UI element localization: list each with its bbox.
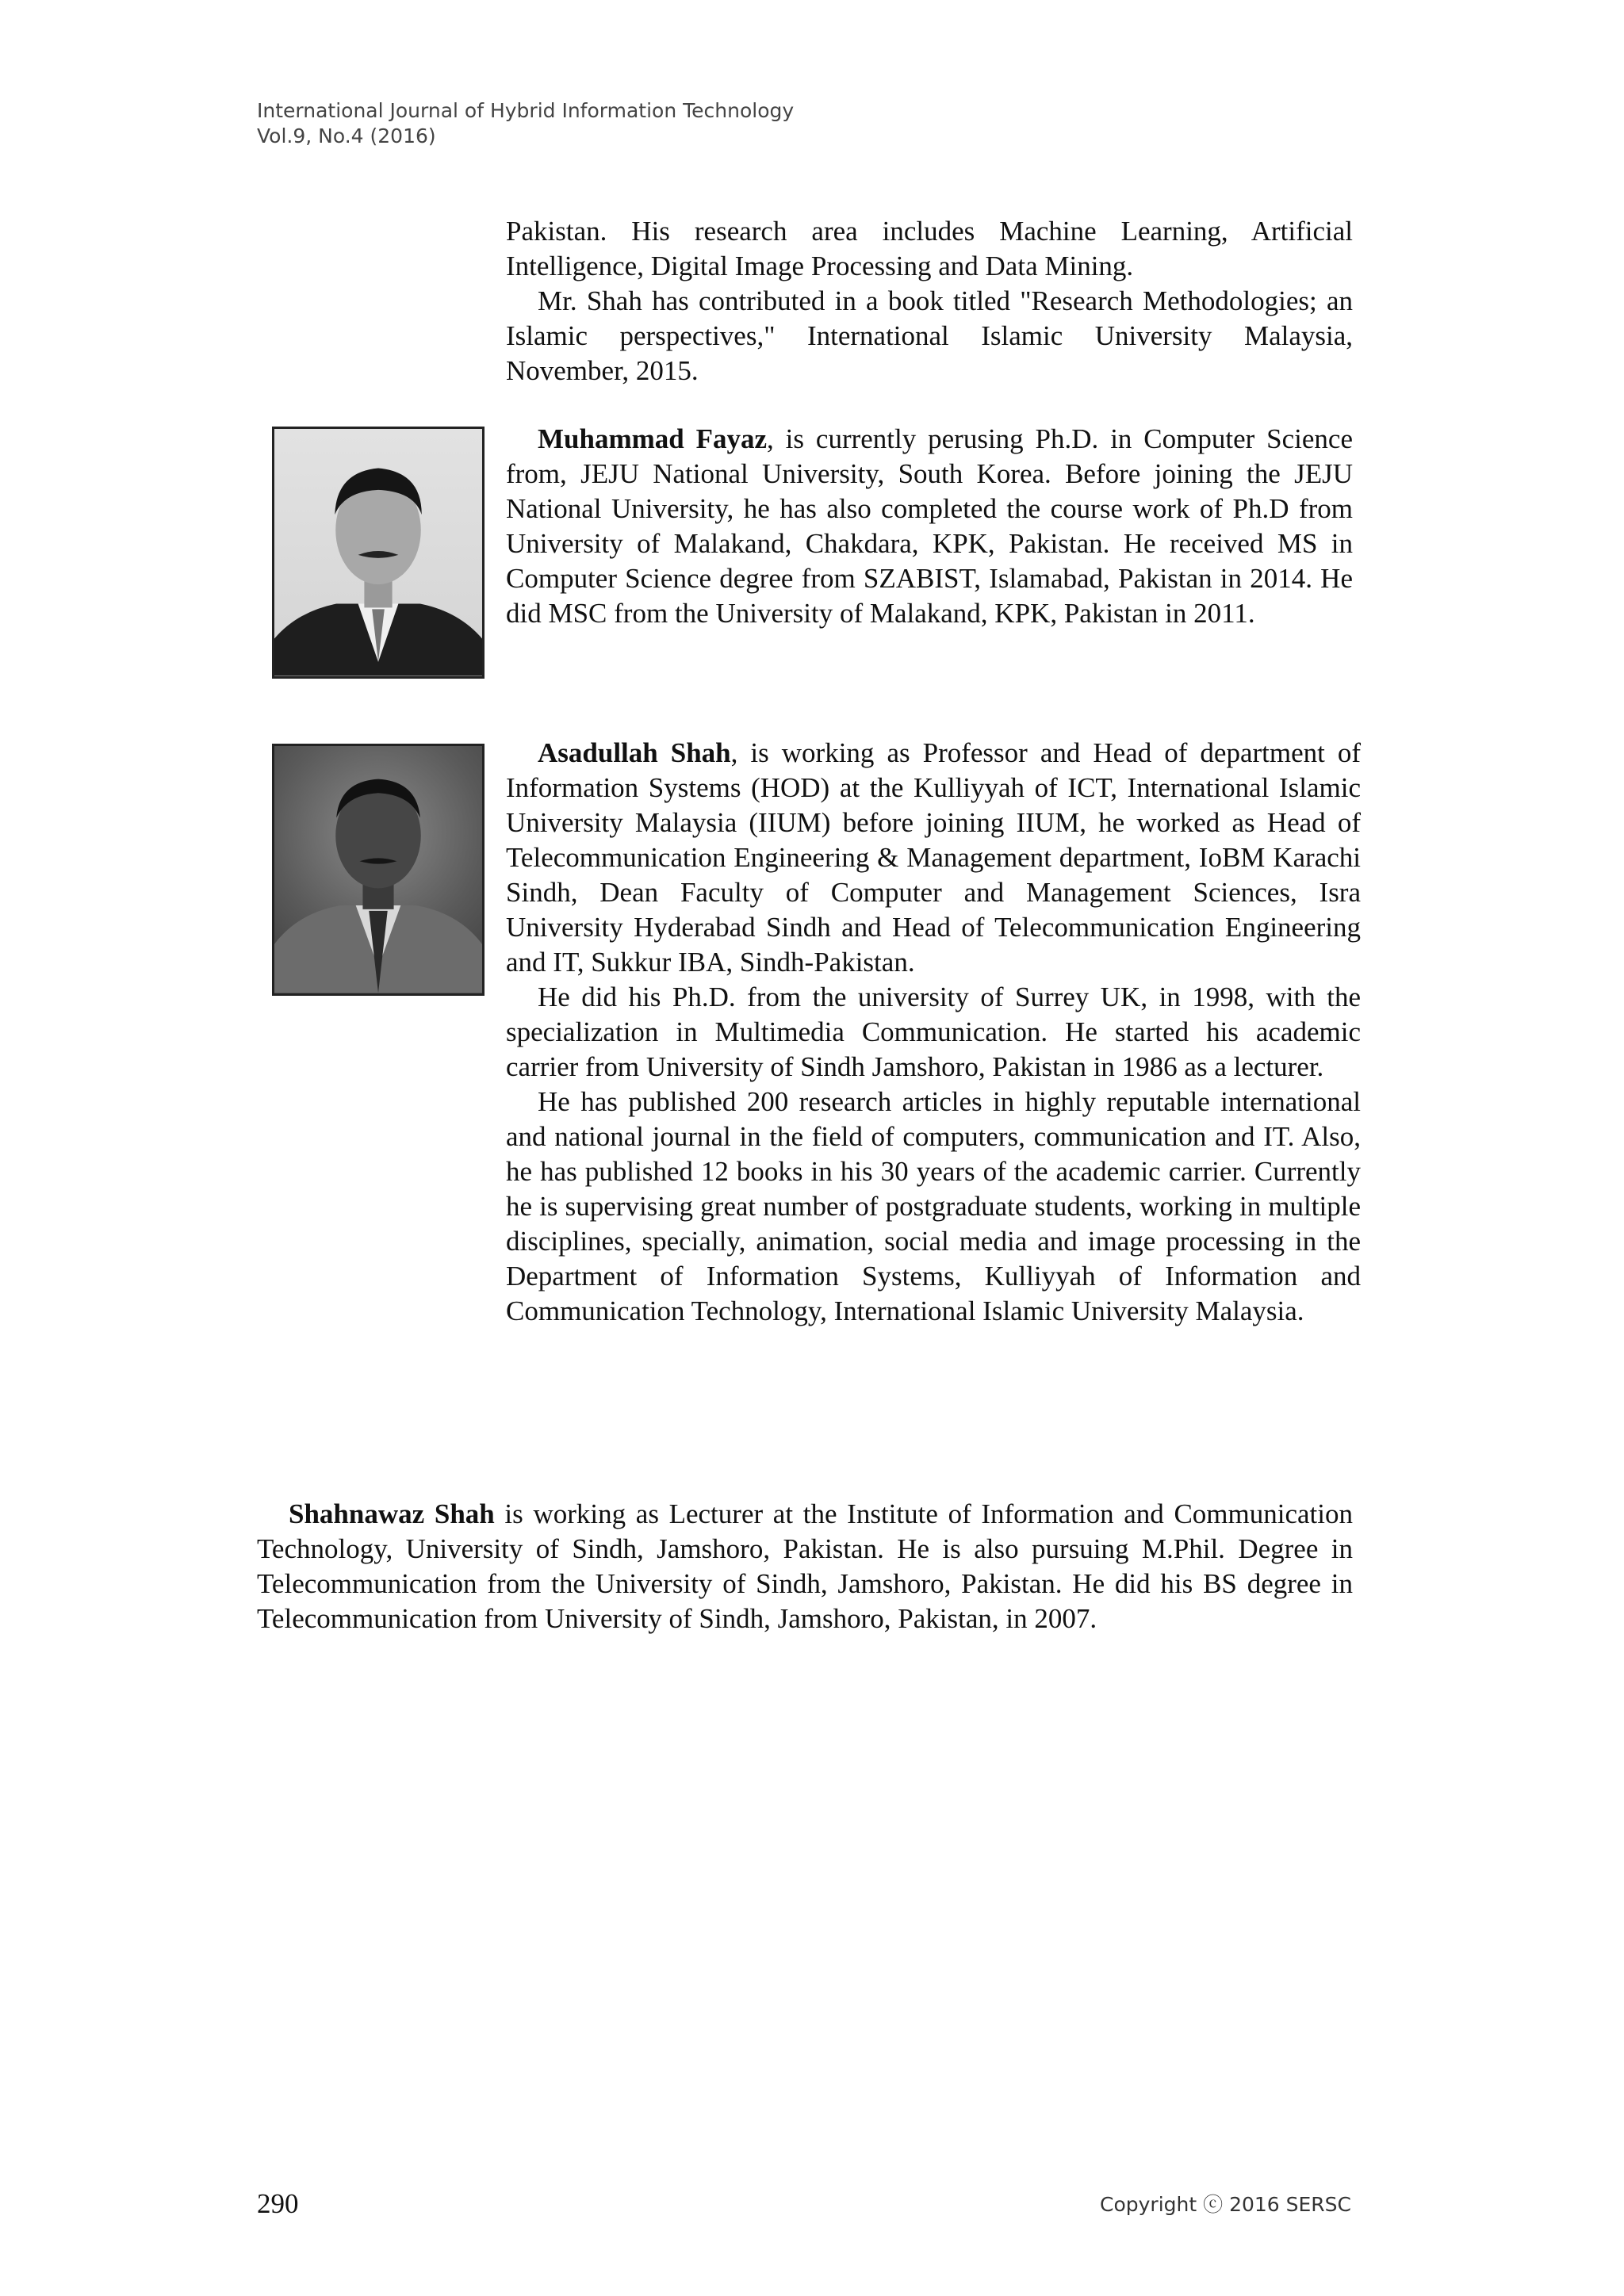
portrait-image	[274, 429, 482, 676]
previous-bio-paragraph-1: Pakistan. His research area includes Machine Learning, Artificial Intelligence, Digital Image Processing and Data Mining.	[506, 216, 1353, 281]
journal-title: International Journal of Hybrid Information Technology	[257, 99, 795, 122]
previous-bio-paragraph-2: Mr. Shah has contributed in a book titled "Research Methodologies; an Islamic perspectives," International Islamic University Malaysia, November, 2015.	[506, 285, 1353, 386]
bio-shahnawaz-paragraph-1	[257, 1497, 1353, 1636]
journal-volume: Vol.9, No.4 (2016)	[257, 124, 436, 147]
bio-shahnawaz	[257, 1497, 1353, 1636]
author-photo-asadullah	[272, 744, 485, 996]
portrait-image	[274, 746, 482, 993]
copyright-notice: Copyright ⓒ 2016 SERSC	[1100, 2193, 1351, 2216]
author-name: Shahnawaz Shah	[289, 1498, 495, 1529]
bio-asadullah-paragraph-1	[506, 736, 1361, 980]
bio-asadullah-paragraph-2: He did his Ph.D. from the university of Surrey UK, in 1998, with the specialization in Multimedia Communication. He started his academic carrier from University of Sindh Jamshoro, Pakistan in 1986 as a lecturer.	[506, 982, 1361, 1082]
page-number: 290	[257, 2188, 299, 2219]
author-name: Muhammad Fayaz	[538, 423, 768, 454]
bio-text: , is currently perusing Ph.D. in Computer Science from, JEJU National University, South Korea. Before joining the JEJU National University, he has also completed the course work of Ph.D from University of Malakand, Chakdara, KPK, Pakistan. He received MS in Computer Science degree from SZABIST, Islamabad, Pakistan in 2014. He did MSC from the University of Malakand, KPK, Pakistan in 2011.	[506, 423, 1354, 629]
author-name: Asadullah Shah	[538, 737, 731, 768]
running-header	[257, 98, 794, 149]
previous-bio-continuation	[506, 214, 1353, 388]
bio-asadullah	[506, 736, 1361, 1329]
bio-fayaz-paragraph-1	[506, 422, 1353, 631]
bio-text: is working as Lecturer at the Institute of Information and Communication Technology, University of Sindh, Jamshoro, Pakistan. He is also pursuing M.Phil. Degree in Telecommunication from the University of Sindh, Jamshoro, Pakistan. He did his BS degree in Telecommunication from University of Sindh, Jamshoro, Pakistan, in 2007.	[257, 1498, 1353, 1634]
bio-asadullah-paragraph-3: He has published 200 research articles in highly reputable international and national journal in the field of computers, communication and IT. Also, he has published 12 books in his 30 years of the academic carrier. Currently he is supervising great number of postgraduate students, working in multiple disciplines, specially, animation, social media and image processing in the Department of Information Systems, Kulliyyah of Information and Communication Technology, International Islamic University Malaysia.	[506, 1086, 1361, 1326]
bio-text: , is working as Professor and Head of department of Information Systems (HOD) at the Kulliyyah of ICT, International Islamic University Malaysia (IIUM) before joining IIUM, he worked as Head of Telecommunication Engineering & Management department, IoBM Karachi Sindh, Dean Faculty of Computer and Management Sciences, Isra University Hyderabad Sindh and Head of Telecommunication Engineering and IT, Sukkur IBA, Sindh-Pakistan.	[506, 737, 1362, 978]
bio-fayaz	[506, 422, 1353, 631]
author-photo-fayaz	[272, 427, 485, 679]
